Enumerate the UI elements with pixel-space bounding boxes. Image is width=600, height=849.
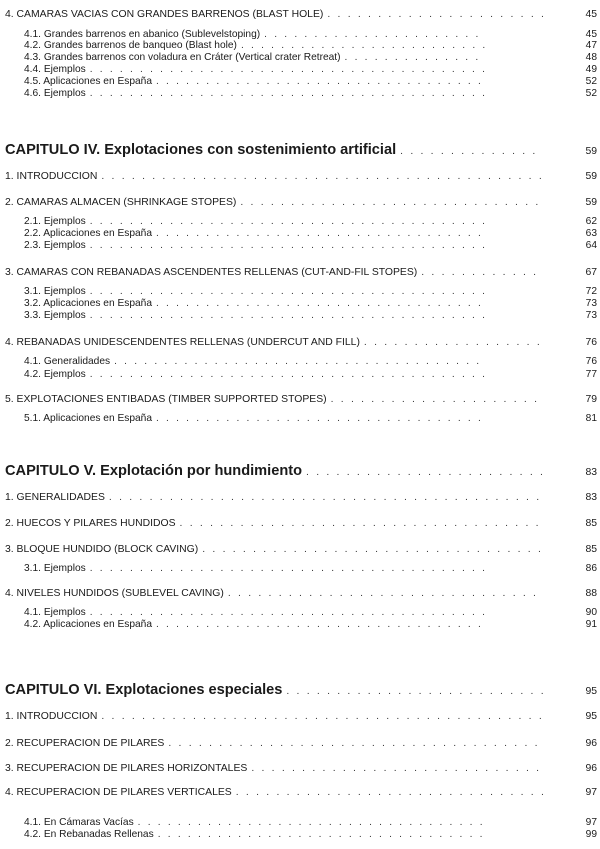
leader-dots bbox=[240, 197, 543, 208]
toc-entry-title: 4.4. Ejemplos bbox=[24, 64, 86, 75]
toc-page-number: 64 bbox=[585, 240, 597, 251]
toc-entry-title: 3. CAMARAS CON REBANADAS ASCENDENTES RELLENAS (CUT-AND-FIL STOPES) bbox=[5, 267, 418, 278]
toc-subsection bbox=[0, 310, 600, 321]
leader-dots bbox=[264, 29, 486, 40]
toc-page-number: 59 bbox=[585, 171, 597, 182]
toc-page-number: 59 bbox=[585, 197, 597, 208]
leader-dots bbox=[90, 240, 486, 251]
toc-entry-title: 3.3. Ejemplos bbox=[24, 310, 86, 321]
toc-page-number: 85 bbox=[585, 544, 597, 555]
toc-entry-title: 3. BLOQUE HUNDIDO (BLOCK CAVING) bbox=[5, 544, 199, 555]
toc-entry-title: 4.6. Ejemplos bbox=[24, 88, 86, 99]
toc-page-number: 45 bbox=[585, 29, 597, 40]
leader-dots bbox=[158, 829, 486, 840]
leader-dots bbox=[327, 9, 543, 20]
toc-entry-title: 4.1. En Cámaras Vacías bbox=[24, 817, 134, 828]
toc-entry-title: 5. EXPLOTACIONES ENTIBADAS (TIMBER SUPPORTED STOPES) bbox=[5, 394, 327, 405]
toc-section bbox=[0, 492, 600, 503]
toc-page-number: 73 bbox=[585, 298, 597, 309]
toc-page-number: 67 bbox=[585, 267, 597, 278]
toc-entry-title: 3.1. Ejemplos bbox=[24, 286, 86, 297]
toc-section bbox=[0, 394, 600, 405]
toc-page-number: 76 bbox=[585, 337, 597, 348]
leader-dots bbox=[156, 76, 486, 87]
toc-entry-title: 4.5. Aplicaciones en España bbox=[24, 76, 152, 87]
toc-page-number: 95 bbox=[585, 686, 597, 697]
leader-dots bbox=[90, 310, 486, 321]
leader-dots bbox=[90, 286, 486, 297]
toc-entry-title: 4. RECUPERACION DE PILARES VERTICALES bbox=[5, 787, 232, 798]
toc-entry-title: 4. CAMARAS VACIAS CON GRANDES BARRENOS (BLAST HOLE) bbox=[5, 9, 324, 20]
leader-dots bbox=[156, 228, 486, 239]
toc-entry-title: 4.2. Grandes barrenos de banqueo (Blast hole) bbox=[24, 40, 237, 51]
leader-dots bbox=[241, 40, 486, 51]
toc-page-number: 97 bbox=[585, 817, 597, 828]
toc-entry-title: 1. GENERALIDADES bbox=[5, 492, 105, 503]
toc-entry-title: 4.1. Generalidades bbox=[24, 356, 111, 367]
toc-entry-title: 2.2. Aplicaciones en España bbox=[24, 228, 152, 239]
toc-section bbox=[0, 197, 600, 208]
toc-section bbox=[0, 738, 600, 749]
toc-subsection bbox=[0, 286, 600, 297]
toc-subsection bbox=[0, 563, 600, 574]
toc-entry-title: 4.3. Grandes barrenos con voladura en Cráter (Vertical crater Retreat) bbox=[24, 52, 341, 63]
toc-section bbox=[0, 711, 600, 722]
leader-dots bbox=[90, 216, 486, 227]
toc-entry-title: 3. RECUPERACION DE PILARES HORIZONTALES bbox=[5, 763, 248, 774]
toc-subsection bbox=[0, 817, 600, 828]
toc-page-number: 52 bbox=[585, 88, 597, 99]
toc-page-number: 99 bbox=[585, 829, 597, 840]
toc-entry-title: 4.1. Grandes barrenos en abanico (Sublevelstoping) bbox=[24, 29, 261, 40]
toc-subsection bbox=[0, 356, 600, 367]
leader-dots bbox=[90, 563, 486, 574]
leader-dots bbox=[109, 492, 543, 503]
toc-page-number: 83 bbox=[585, 467, 597, 478]
toc-entry-title: 4. REBANADAS UNIDESCENDENTES RELLENAS (UNDERCUT AND FILL) bbox=[5, 337, 360, 348]
toc-entry-title: 3.2. Aplicaciones en España bbox=[24, 298, 152, 309]
leader-dots bbox=[138, 817, 486, 828]
toc-page-number: 86 bbox=[585, 563, 597, 574]
leader-dots bbox=[90, 369, 486, 380]
toc-entry-title: 4.2. Aplicaciones en España bbox=[24, 619, 152, 630]
toc-entry-title: CAPITULO IV. Explotaciones con sostenimiento artificial bbox=[5, 142, 397, 158]
toc-subsection bbox=[0, 413, 600, 424]
leader-dots bbox=[421, 267, 543, 278]
toc-page-number: 85 bbox=[585, 518, 597, 529]
toc-page-number: 96 bbox=[585, 763, 597, 774]
leader-dots bbox=[90, 88, 486, 99]
leader-dots bbox=[156, 413, 486, 424]
toc-page-number: 47 bbox=[585, 40, 597, 51]
toc-subsection bbox=[0, 369, 600, 380]
toc-section bbox=[0, 588, 600, 599]
toc-entry-title: 5.1. Aplicaciones en España bbox=[24, 413, 152, 424]
toc-page-number: 96 bbox=[585, 738, 597, 749]
toc-section bbox=[0, 518, 600, 529]
toc-subsection bbox=[0, 52, 600, 63]
toc-entry-title: CAPITULO VI. Explotaciones especiales bbox=[5, 682, 283, 698]
chapter-heading bbox=[0, 463, 600, 479]
leader-dots bbox=[202, 544, 543, 555]
toc-subsection bbox=[0, 228, 600, 239]
toc-section bbox=[0, 171, 600, 182]
toc-page-number: 73 bbox=[585, 310, 597, 321]
toc-subsection bbox=[0, 829, 600, 840]
leader-dots bbox=[306, 467, 543, 478]
toc-page-number: 48 bbox=[585, 52, 597, 63]
toc-page-number: 88 bbox=[585, 588, 597, 599]
toc-subsection bbox=[0, 29, 600, 40]
toc-subsection bbox=[0, 88, 600, 99]
leader-dots bbox=[331, 394, 543, 405]
toc-page-number: 91 bbox=[585, 619, 597, 630]
toc-entry-title: 4. NIVELES HUNDIDOS (SUBLEVEL CAVING) bbox=[5, 588, 224, 599]
toc-section bbox=[0, 763, 600, 774]
toc-entry-title: 4.1. Ejemplos bbox=[24, 607, 86, 618]
toc-page-number: 49 bbox=[585, 64, 597, 75]
toc-page-number: 62 bbox=[585, 216, 597, 227]
toc-entry-title: 1. INTRODUCCION bbox=[5, 171, 98, 182]
toc-section bbox=[0, 337, 600, 348]
toc-section bbox=[0, 787, 600, 798]
toc-entry-title: 2.3. Ejemplos bbox=[24, 240, 86, 251]
toc-page-number: 45 bbox=[585, 9, 597, 20]
toc-page-number: 83 bbox=[585, 492, 597, 503]
toc-subsection bbox=[0, 64, 600, 75]
toc-subsection bbox=[0, 216, 600, 227]
leader-dots bbox=[90, 607, 486, 618]
leader-dots bbox=[228, 588, 543, 599]
toc-subsection bbox=[0, 240, 600, 251]
toc-page-number: 97 bbox=[585, 787, 597, 798]
leader-dots bbox=[180, 518, 543, 529]
chapter-heading bbox=[0, 142, 600, 158]
leader-dots bbox=[101, 711, 543, 722]
leader-dots bbox=[168, 738, 543, 749]
toc-subsection bbox=[0, 607, 600, 618]
toc-page-number: 52 bbox=[585, 76, 597, 87]
toc-entry-title: 2.1. Ejemplos bbox=[24, 216, 86, 227]
chapter-heading bbox=[0, 682, 600, 698]
toc-entry-title: 2. CAMARAS ALMACEN (SHRINKAGE STOPES) bbox=[5, 197, 237, 208]
leader-dots bbox=[114, 356, 486, 367]
toc-subsection bbox=[0, 40, 600, 51]
toc-entry-title: 2. HUECOS Y PILARES HUNDIDOS bbox=[5, 518, 176, 529]
leader-dots bbox=[156, 619, 486, 630]
toc-page-number: 79 bbox=[585, 394, 597, 405]
toc-entry-title: 3.1. Ejemplos bbox=[24, 563, 86, 574]
toc-page-number: 81 bbox=[585, 413, 597, 424]
toc-entry-title: 1. INTRODUCCION bbox=[5, 711, 98, 722]
toc-subsection bbox=[0, 298, 600, 309]
leader-dots bbox=[236, 787, 543, 798]
toc-page-number: 77 bbox=[585, 369, 597, 380]
leader-dots bbox=[101, 171, 543, 182]
toc-subsection bbox=[0, 76, 600, 87]
leader-dots bbox=[251, 763, 543, 774]
leader-dots bbox=[345, 52, 486, 63]
toc-section bbox=[0, 9, 600, 20]
leader-dots bbox=[400, 146, 543, 157]
toc-section bbox=[0, 267, 600, 278]
toc-page-number: 59 bbox=[585, 146, 597, 157]
leader-dots bbox=[286, 686, 543, 697]
toc-entry-title: CAPITULO V. Explotación por hundimiento bbox=[5, 463, 303, 479]
toc-page-number: 63 bbox=[585, 228, 597, 239]
toc-entry-title: 4.2. En Rebanadas Rellenas bbox=[24, 829, 154, 840]
toc-section bbox=[0, 544, 600, 555]
toc-entry-title: 2. RECUPERACION DE PILARES bbox=[5, 738, 165, 749]
leader-dots bbox=[156, 298, 486, 309]
toc-page-number: 72 bbox=[585, 286, 597, 297]
toc-subsection bbox=[0, 619, 600, 630]
leader-dots bbox=[90, 64, 486, 75]
toc-page-number: 95 bbox=[585, 711, 597, 722]
toc-page-number: 90 bbox=[585, 607, 597, 618]
toc-entry-title: 4.2. Ejemplos bbox=[24, 369, 86, 380]
leader-dots bbox=[364, 337, 543, 348]
toc-page-number: 76 bbox=[585, 356, 597, 367]
